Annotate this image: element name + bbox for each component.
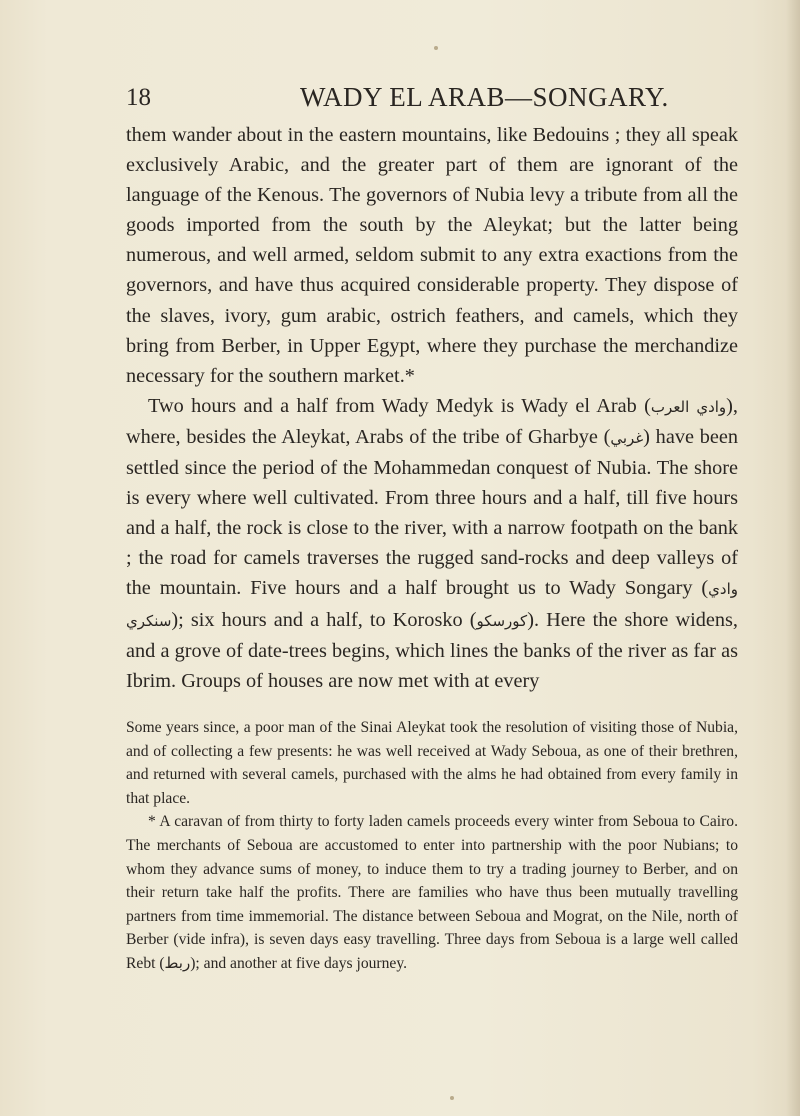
page-header [126,80,738,116]
footnotes [126,716,738,976]
arabic-songary: وادي سنكري [126,580,738,630]
paragraph-2 [126,391,738,696]
arabic-wady-el-arab: وادي العرب [650,397,727,416]
paragraph-2-segment: ); six hours and a half, to Korosko ( [171,608,477,631]
running-head: WADY EL ARAB—SONGARY. [300,82,669,112]
paragraph-2-segment: ) have been settled since the period of the Mohammedan conquest of Nubia. The shore is every where well cultivated. From three hours and a half, till five hours and a half, the rock is close to the river, with a narrow footpath on the bank ; the road for camels traverses the rugged sand-rocks and deep valleys of the mountain. Five hours and a half brought us to Wady Songary ( [126,425,738,600]
main-text [126,120,738,696]
paragraph-2-segment: ), where, besides the Aleykat, Arabs of the tribe of Gharbye ( [126,394,738,448]
page-spine-shadow [786,0,800,1116]
arabic-rebt: ربط [164,953,191,972]
paragraph-1: them wander about in the eastern mountains, like Bedouins ; they all speak exclusively Arabic, and the greater part of them are ignorant of the language of the Kenous. The governors of Nubia levy a tribute from all the goods imported from the south by the Aleykat; but the latter being numerous, and well armed, seldom submit to any extra exactions from the governors, and have thus acquired considerable property. They dispose of the slaves, ivory, gum arabic, ostrich feathers, and camels, which they bring from Berber, in Upper Egypt, where they purchase the merchandize necessary for the southern market.* [126,124,738,387]
paragraph-2-segment: ). Here the shore widens, and a grove of date-trees begins, which lines the banks of the river as far as Ibrim. Groups of houses are now met with at every [126,608,738,692]
footnote-caravan [126,810,738,975]
page-number: 18 [126,84,151,111]
paragraph-2-segment: Two hours and a half from Wady Medyk is Wady el Arab ( [148,394,651,417]
footnote-aleykat: Some years since, a poor man of the Sinai Aleykat took the resolution of visiting those of Nubia, and of collecting a few presents: he was well received at Wady Seboua, as one of their brethren, and returned with several camels, purchased with the alms he had obtained from every family in that place. [126,719,738,807]
footnote-segment: * A caravan of from thirty to forty laden camels proceeds every winter from Seboua to Cairo. The merchants of Seboua are accustomed to enter into partnership with the poor Nubians; to whom they advance sums of money, to induce them to try a trading journey to Berber, and on their return take half the profits. There are families who have thus been mutually travelling partners from time immemorial. The distance between Seboua and Mograt, on the Nile, north of Berber (vide infra), is seven days easy travelling. Three days from Seboua is a large well called Rebt ( [126,813,738,972]
paper-speck [434,46,438,50]
footnote-segment: ); and another at five days journey. [190,954,408,972]
arabic-korosko: كورسكو [476,611,528,630]
arabic-gharbye: غربي [610,428,644,447]
paper-speck [450,1096,454,1100]
